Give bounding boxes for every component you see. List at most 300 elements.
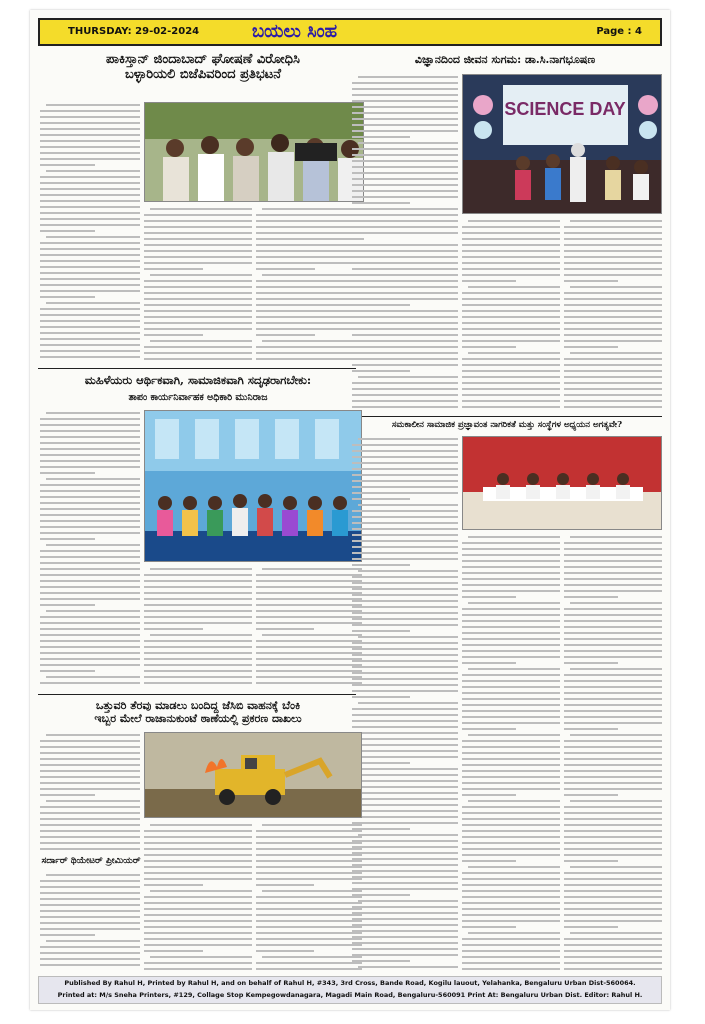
text-line xyxy=(564,662,618,664)
story5-column-1 xyxy=(40,732,140,852)
text-line xyxy=(462,788,560,790)
text-line xyxy=(40,266,140,268)
text-line xyxy=(462,698,560,700)
text-line xyxy=(256,232,364,234)
text-line xyxy=(564,554,662,556)
text-line xyxy=(144,346,252,348)
story3-subheadline: ತಾಪಂ ಕಾರ್ಯನಿರ್ವಾಹಕ ಅಧಿಕಾರಿ ಮುನಿರಾಜ xyxy=(128,392,268,403)
text-line xyxy=(144,676,252,678)
text-line xyxy=(358,504,458,506)
text-line xyxy=(40,532,140,534)
text-line xyxy=(40,320,140,322)
text-line xyxy=(256,622,362,624)
text-line xyxy=(256,580,362,582)
text-line xyxy=(40,338,140,340)
text-line xyxy=(144,328,252,330)
text-line xyxy=(462,944,560,946)
text-line xyxy=(352,822,458,824)
text-line xyxy=(144,232,252,234)
text-line xyxy=(40,670,95,672)
text-line xyxy=(468,286,560,288)
story2-column-3 xyxy=(564,218,662,414)
text-line xyxy=(352,450,458,452)
imprint-line-2: Printed at: M/s Sneha Printers, #129, Collage Stop Kempegowdanagara, Magadi Main Road, Bengaluru-560091 Print At: Bengaluru Urban Dist. Editor: Rahul H. xyxy=(57,991,643,999)
story5-photo xyxy=(144,732,362,818)
text-line xyxy=(352,226,458,228)
text-line xyxy=(144,604,252,606)
text-line xyxy=(564,304,662,306)
text-line xyxy=(462,370,560,372)
text-line xyxy=(40,910,140,912)
text-line xyxy=(144,298,252,300)
text-line xyxy=(564,776,662,778)
text-line xyxy=(358,966,458,968)
text-line xyxy=(462,728,516,730)
text-line xyxy=(40,140,140,142)
text-line xyxy=(40,824,140,826)
text-line xyxy=(462,848,560,850)
text-line xyxy=(352,924,458,926)
text-line xyxy=(352,82,458,84)
text-line xyxy=(462,310,560,312)
text-line xyxy=(352,600,458,602)
text-line xyxy=(352,456,458,458)
text-line xyxy=(462,292,560,294)
text-line xyxy=(144,580,252,582)
text-line xyxy=(352,564,410,566)
text-line xyxy=(462,926,516,928)
text-line xyxy=(564,572,662,574)
text-line xyxy=(564,250,662,252)
text-line xyxy=(40,424,140,426)
text-line xyxy=(40,224,140,226)
text-line xyxy=(468,220,560,222)
text-line xyxy=(352,474,458,476)
text-line xyxy=(352,948,458,950)
text-line xyxy=(564,334,662,336)
text-line xyxy=(462,244,560,246)
story6-column-1 xyxy=(40,872,140,972)
text-line xyxy=(256,214,364,216)
text-line xyxy=(40,842,140,844)
text-line xyxy=(256,938,362,940)
text-line xyxy=(564,596,618,598)
story3-column-1 xyxy=(40,410,140,690)
text-line xyxy=(150,824,252,826)
text-line xyxy=(46,170,140,172)
text-line xyxy=(352,328,458,330)
text-line xyxy=(358,834,458,836)
story4-column-3 xyxy=(564,534,662,972)
text-line xyxy=(40,134,140,136)
text-line xyxy=(144,304,252,306)
text-line xyxy=(564,944,662,946)
text-line xyxy=(462,394,560,396)
text-line xyxy=(462,872,560,874)
text-line xyxy=(352,334,458,336)
text-line xyxy=(468,932,560,934)
text-line xyxy=(352,94,458,96)
text-line xyxy=(352,612,458,614)
issue-date: THURSDAY: 29-02-2024 xyxy=(68,26,200,37)
text-line xyxy=(46,478,140,480)
text-line xyxy=(40,212,140,214)
text-line xyxy=(144,836,252,838)
text-line xyxy=(144,316,252,318)
text-line xyxy=(40,592,140,594)
text-line xyxy=(462,596,516,598)
text-line xyxy=(352,196,458,198)
text-line xyxy=(144,334,203,336)
text-line xyxy=(40,182,140,184)
text-line xyxy=(352,394,458,396)
text-line xyxy=(352,88,458,90)
text-line xyxy=(150,208,252,210)
text-line xyxy=(352,648,458,650)
text-line xyxy=(256,298,364,300)
text-line xyxy=(462,914,560,916)
text-line xyxy=(40,604,95,606)
text-line xyxy=(352,738,458,740)
text-line xyxy=(462,566,560,568)
text-line xyxy=(40,272,140,274)
text-line xyxy=(564,346,618,348)
text-line xyxy=(256,238,364,240)
text-line xyxy=(564,548,662,550)
text-line xyxy=(462,614,560,616)
text-line xyxy=(358,76,458,78)
text-line xyxy=(352,510,458,512)
text-line xyxy=(462,620,560,622)
text-line xyxy=(462,770,560,772)
text-line xyxy=(256,616,362,618)
story1-column-2 xyxy=(144,206,252,364)
text-line xyxy=(256,244,364,246)
imprint-footer xyxy=(38,976,662,1004)
text-line xyxy=(352,160,458,162)
text-line xyxy=(352,744,458,746)
text-line xyxy=(262,340,364,342)
text-line xyxy=(40,308,140,310)
text-line xyxy=(352,918,458,920)
text-line xyxy=(352,684,458,686)
text-line xyxy=(40,562,140,564)
text-line xyxy=(144,286,252,288)
text-line xyxy=(564,740,662,742)
text-line xyxy=(564,238,662,240)
text-line xyxy=(352,552,458,554)
story3-column-3 xyxy=(256,566,362,690)
text-line xyxy=(256,836,362,838)
text-line xyxy=(462,920,560,922)
text-line xyxy=(570,932,662,934)
text-line xyxy=(462,256,560,258)
text-line xyxy=(352,130,458,132)
text-line xyxy=(144,358,252,360)
text-line xyxy=(256,358,364,360)
divider xyxy=(350,416,662,417)
text-line xyxy=(462,740,560,742)
text-line xyxy=(256,226,364,228)
text-line xyxy=(564,364,662,366)
text-line xyxy=(462,304,560,306)
text-line xyxy=(40,116,140,118)
text-line xyxy=(40,188,140,190)
text-line xyxy=(352,388,458,390)
text-line xyxy=(462,752,560,754)
text-line xyxy=(40,640,140,642)
text-line xyxy=(564,674,662,676)
text-line xyxy=(564,878,662,880)
text-line xyxy=(40,356,140,358)
text-line xyxy=(352,286,458,288)
text-line xyxy=(40,794,95,796)
text-line xyxy=(462,860,516,862)
text-line xyxy=(352,298,458,300)
text-line xyxy=(564,884,662,886)
text-line xyxy=(40,928,140,930)
text-line xyxy=(40,616,140,618)
text-line xyxy=(462,584,560,586)
text-line xyxy=(256,292,364,294)
text-line xyxy=(564,322,662,324)
text-line xyxy=(256,610,362,612)
text-line xyxy=(352,322,458,324)
text-line xyxy=(40,830,140,832)
text-line xyxy=(256,896,362,898)
text-line xyxy=(352,262,458,264)
text-line xyxy=(144,610,252,612)
text-line xyxy=(352,364,458,366)
text-line xyxy=(352,118,458,120)
text-line xyxy=(352,406,458,408)
text-line xyxy=(256,944,362,946)
text-line xyxy=(570,668,662,670)
text-line xyxy=(144,878,252,880)
imprint-line-1: Published By Rahul H, Printed by Rahul H, and on behalf of Rahul H, #343, 3rd Cross, Bande Road, Kogilu lauout, Yelahanka, Bengaluru Urban Dist-560064. xyxy=(64,979,636,987)
text-line xyxy=(40,436,140,438)
newspaper-page xyxy=(30,10,670,1010)
text-line xyxy=(352,846,458,848)
text-line xyxy=(352,340,458,342)
text-line xyxy=(462,902,560,904)
text-line xyxy=(144,250,252,252)
text-line xyxy=(352,346,458,348)
text-line xyxy=(256,604,362,606)
text-line xyxy=(564,698,662,700)
text-line xyxy=(150,956,252,958)
text-line xyxy=(352,468,458,470)
text-line xyxy=(352,672,458,674)
text-line xyxy=(462,812,560,814)
text-line xyxy=(46,412,140,414)
text-line xyxy=(462,262,560,264)
story1-headline-line1: ಪಾಕಿಸ್ತಾನ್ ಜಿಂದಾಬಾದ್ ಘೋಷಣೆ ವಿರೋಧಿಸಿ xyxy=(106,52,300,67)
text-line xyxy=(40,146,140,148)
text-line xyxy=(462,836,560,838)
text-line xyxy=(144,670,252,672)
text-line xyxy=(40,260,140,262)
text-line xyxy=(564,950,662,952)
story1-column-3 xyxy=(256,206,364,364)
text-line xyxy=(462,896,560,898)
story3-headline: ಮಹಿಳೆಯರು ಆರ್ಥಿಕವಾಗಿ, ಸಾಮಾಜಿಕವಾಗಿ ಸದೃಢರಾಗಬೇಕು: xyxy=(84,373,312,387)
text-line xyxy=(40,466,140,468)
divider xyxy=(38,694,356,695)
text-line xyxy=(262,568,362,570)
text-line xyxy=(40,290,140,292)
text-line xyxy=(462,956,560,958)
text-line xyxy=(40,538,95,540)
story3-column-2 xyxy=(144,566,252,690)
text-line xyxy=(358,438,458,440)
text-line xyxy=(570,734,662,736)
text-line xyxy=(40,332,140,334)
text-line xyxy=(564,842,662,844)
text-line xyxy=(564,824,662,826)
story5-headline xyxy=(42,700,354,726)
text-line xyxy=(564,256,662,258)
text-line xyxy=(144,908,252,910)
text-line xyxy=(40,740,140,742)
text-line xyxy=(352,400,458,402)
text-line xyxy=(462,590,560,592)
text-line xyxy=(462,250,560,252)
text-line xyxy=(144,616,252,618)
text-line xyxy=(352,858,458,860)
text-line xyxy=(352,576,458,578)
text-line xyxy=(256,664,362,666)
text-line xyxy=(256,286,364,288)
text-line xyxy=(462,334,560,336)
text-line xyxy=(564,560,662,562)
text-line xyxy=(352,462,458,464)
text-line xyxy=(256,950,314,952)
text-line xyxy=(262,824,362,826)
text-line xyxy=(256,854,362,856)
text-line xyxy=(144,938,252,940)
text-line xyxy=(352,184,458,186)
text-line xyxy=(358,636,458,638)
text-line xyxy=(40,248,140,250)
text-line xyxy=(352,876,458,878)
text-line xyxy=(352,606,458,608)
text-line xyxy=(352,720,458,722)
text-line xyxy=(462,268,560,270)
text-line xyxy=(144,322,252,324)
text-line xyxy=(462,274,560,276)
text-line xyxy=(462,782,560,784)
text-line xyxy=(358,376,458,378)
text-line xyxy=(40,946,140,948)
text-line xyxy=(40,892,140,894)
text-line xyxy=(462,232,560,234)
text-line xyxy=(564,830,662,832)
text-line xyxy=(564,382,662,384)
text-line xyxy=(144,932,252,934)
text-line xyxy=(462,560,560,562)
text-line xyxy=(462,650,560,652)
text-line xyxy=(144,622,252,624)
text-line xyxy=(256,592,362,594)
text-line xyxy=(256,932,362,934)
text-line xyxy=(564,370,662,372)
story1-headline-line2: ಬಳ್ಳಾರಿಯಲಿ ಬಿಜೆಪಿವರಿಂದ ಪ್ರತಿಭಟನೆ xyxy=(125,67,281,83)
story5-column-3 xyxy=(256,822,362,972)
text-line xyxy=(40,176,140,178)
text-line xyxy=(352,708,458,710)
text-line xyxy=(46,734,140,736)
text-line xyxy=(256,884,314,886)
text-line xyxy=(40,448,140,450)
text-line xyxy=(564,818,662,820)
story1-column-1 xyxy=(40,102,140,364)
text-line xyxy=(352,190,458,192)
text-line xyxy=(40,550,140,552)
text-line xyxy=(564,926,618,928)
text-line xyxy=(462,364,560,366)
masthead: ಬಯಲು ಸಿಂಹ xyxy=(252,21,338,42)
text-line xyxy=(40,836,140,838)
text-line xyxy=(352,756,458,758)
text-line xyxy=(46,940,140,942)
text-line xyxy=(462,298,560,300)
text-line xyxy=(462,340,560,342)
story1-photo xyxy=(144,102,364,202)
text-line xyxy=(40,770,140,772)
text-line xyxy=(358,570,458,572)
text-line xyxy=(468,800,560,802)
text-line xyxy=(40,916,140,918)
text-line xyxy=(564,914,662,916)
text-line xyxy=(40,898,140,900)
text-line xyxy=(570,602,662,604)
text-line xyxy=(352,852,458,854)
text-line xyxy=(564,956,662,958)
text-line xyxy=(358,208,458,210)
text-line xyxy=(462,376,560,378)
text-line xyxy=(564,316,662,318)
text-line xyxy=(256,256,364,258)
text-line xyxy=(256,920,362,922)
text-line xyxy=(256,860,362,862)
text-line xyxy=(144,884,203,886)
text-line xyxy=(352,912,458,914)
text-line xyxy=(150,274,252,276)
text-line xyxy=(564,400,662,402)
text-line xyxy=(144,352,252,354)
text-line xyxy=(564,722,662,724)
text-line xyxy=(462,776,560,778)
text-line xyxy=(564,608,662,610)
text-line xyxy=(462,238,560,240)
text-line xyxy=(352,100,458,102)
text-line xyxy=(462,638,560,640)
text-line xyxy=(352,696,410,698)
text-line xyxy=(256,646,362,648)
text-line xyxy=(40,682,140,684)
text-line xyxy=(144,842,252,844)
text-line xyxy=(462,962,560,964)
text-line xyxy=(46,676,140,678)
text-line xyxy=(352,178,458,180)
text-line xyxy=(462,692,560,694)
text-line xyxy=(352,660,458,662)
text-line xyxy=(144,214,252,216)
text-line xyxy=(256,598,362,600)
text-line xyxy=(256,334,315,336)
text-line xyxy=(150,634,252,636)
